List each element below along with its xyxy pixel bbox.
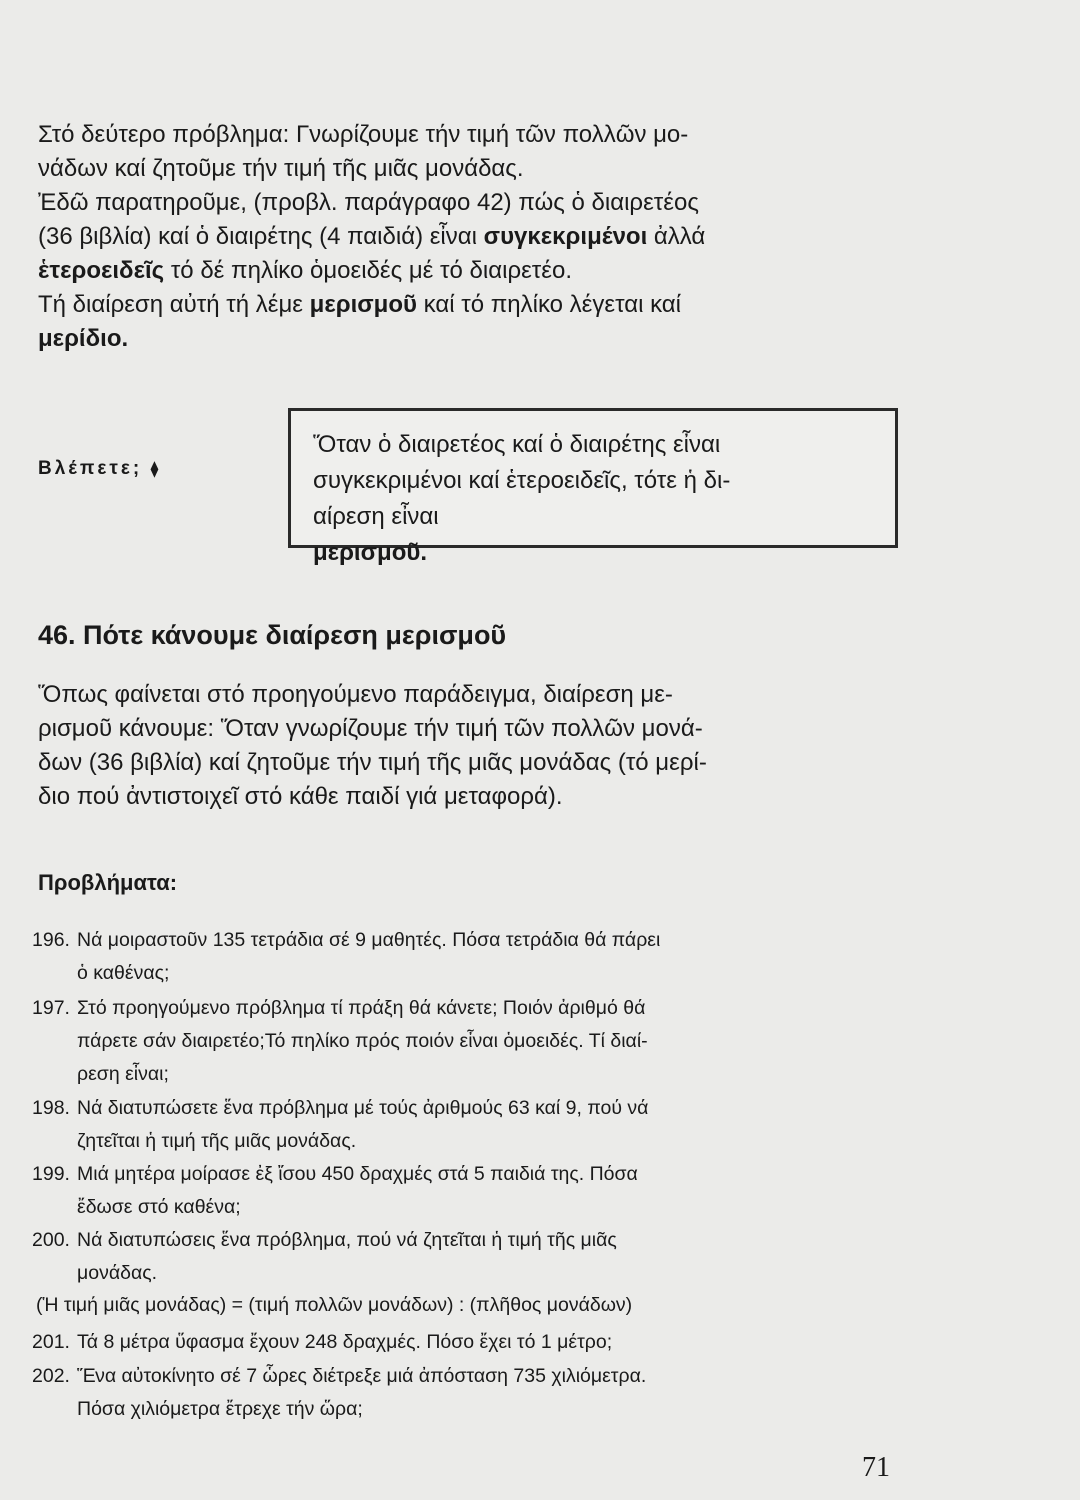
intro-line: νάδων καί ζητοῦμε τήν τιμή τῆς μιᾶς μονάδας. [38,155,524,182]
intro-line [38,322,908,356]
rule-line: αίρεση εἶναι μερισμοῦ. [313,503,439,566]
rule-box [288,408,898,566]
rule-line: συγκεκριμένοι καί ἑτεροειδεῖς, τότε ἡ δι- [313,467,731,494]
intro-line: Τή διαίρεση αὐτή τή λέμε μερισμοῦ καί τό πηλίκο λέγεται καί [38,291,682,318]
page-number: 71 [862,1452,890,1483]
book-page: Στό δεύτερο πρόβλημα: Γνωρίζουμε τήν τιμή τῶν πολλῶν μο- νάδων καί ζητοῦμε τήν τιμή τῆς μιᾶς μονάδας. Ἐδῶ παρατηροῦμε, (προβλ. παράγραφο 42) πώς ὁ διαιρετέος (36 βιβλία) καί ὁ διαιρέτης (4 παιδιά) εἶναι συγκεκριμένοι ἀλλά ἑτεροειδεῖς τό δέ πηλίκο ὁμοειδές μέ τό διαιρετέο. Τή διαίρεση αὐτή τή λέμε μερισμοῦ καί τό πηλίκο λέγεται καί μερίδιο. Βλέπετε; ⧫ Ὅταν ὁ διαιρετέος καί ὁ διαιρέτης εἶναι συγκεκριμένοι καί ἑτεροειδεῖς, τότε ἡ δι- αίρεση εἶναι μερισμοῦ. 46. Πότε κάνουμε διαίρεση μερισμοῦ Ὅπως φαίνεται στό προηγούμενο παράδειγμα, διαίρεση με- ρισμοῦ κάνουμε: Ὅταν γνωρίζουμε τήν τιμή τῶν πολλῶν μονά- δων (36 βιβλία) καί ζητοῦμε τήν τιμή τῆς μιᾶς μονάδας (τό μερί- διο πού ἀντιστοιχεῖ στό κάθε παιδί γιά μεταφορά). Προβλήματα: 196. Νά μοιραστοῦν 135 τετράδια σέ 9 μαθητές. Πόσα τετράδια θά πάρει ὁ καθένας; 197. Στό προηγούμενο πρόβλημα τί πράξη θά κάνετε; Ποιόν ἀριθμό θά πάρετε σάν διαιρετέο;Τό πηλίκο πρός ποιόν εἶναι ὁμοειδές. Τί διαί- ρεση εἶναι; 198. Νά διατυπώσετε ἕνα πρόβλημα μέ τούς ἀριθμούς 63 καί 9, πού νά ζητεῖται ἡ τιμή τῆς μιᾶς μονάδας. 199. Μιά μητέρα μοίρασε ἐξ ἴσου 450 δραχμές στά 5 παιδιά της. Πόσα ἔδωσε στό καθένα; 200. Νά διατυπώσεις ἕνα πρόβλημα, πού νά ζητεῖται ἡ τιμή τῆς μιᾶς μονάδας. (Ἡ τιμή μιᾶς μονάδας) = (τιμή πολλῶν μονάδων) : (πλῆθος μονάδων) 201. Τά 8 μέτρα ὕφασμα ἔχουν 248 δραχμές. Πόσο ἔχει τό 1 μέτρο; 202. Ἕνα αὐτοκίνητο σέ 7 ὧρες διέτρεξε μιά ἀπόσταση 735 χιλιόμετρα. Πόσα χιλιόμετρα ἔτρεχε τήν ὥρα; 71 [0,0,1080,1500]
section-heading: 46. Πότε κάνουμε διαίρεση μερισμοῦ [38,620,507,650]
formula: (Ἡ τιμή μιᾶς μονάδας) = (τιμή πολλῶν μονάδων) : (πλῆθος μονάδων) [36,1294,633,1316]
bold-term: μερισμοῦ [309,291,417,318]
bold-term: ἑτεροειδεῖς [38,257,165,284]
section-line: διο πού ἀντιστοιχεῖ στό κάθε παιδί γιά μεταφορά). [38,783,563,810]
bold-term: συγκεκριμένοι [483,223,648,250]
intro-line: Ἐδῶ παρατηροῦμε, (προβλ. παράγραφο 42) πώς ὁ διαιρετέος [38,189,699,216]
diamond-icon: ⧫ [150,461,162,478]
intro-line: Στό δεύτερο πρόβλημα: Γνωρίζουμε τήν τιμή τῶν πολλῶν μο- [38,121,689,148]
section-paragraph [38,678,908,814]
section-line: ρισμοῦ κάνουμε: Ὅταν γνωρίζουμε τήν τιμή τῶν πολλῶν μονά- [38,715,703,742]
rule-line: Ὅταν ὁ διαιρετέος καί ὁ διαιρέτης εἶναι [313,431,721,458]
section-line: Ὅπως φαίνεται στό προηγούμενο παράδειγμα, διαίρεση με- [38,681,673,708]
intro-line: ἑτεροειδεῖς τό δέ πηλίκο ὁμοειδές μέ τό διαιρετέο. [38,257,572,284]
intro-paragraph [38,118,908,356]
section-line: δων (36 βιβλία) καί ζητοῦμε τήν τιμή τῆς μιᾶς μονάδας (τό μερί- [38,749,707,776]
see-label: Βλέπετε; ⧫ [38,458,162,479]
bold-term: μερίδιο. [38,325,129,352]
problems-title: Προβλήματα: [38,870,178,895]
intro-line: (36 βιβλία) καί ὁ διαιρέτης (4 παιδιά) εἶναι συγκεκριμένοι ἀλλά [38,223,706,250]
